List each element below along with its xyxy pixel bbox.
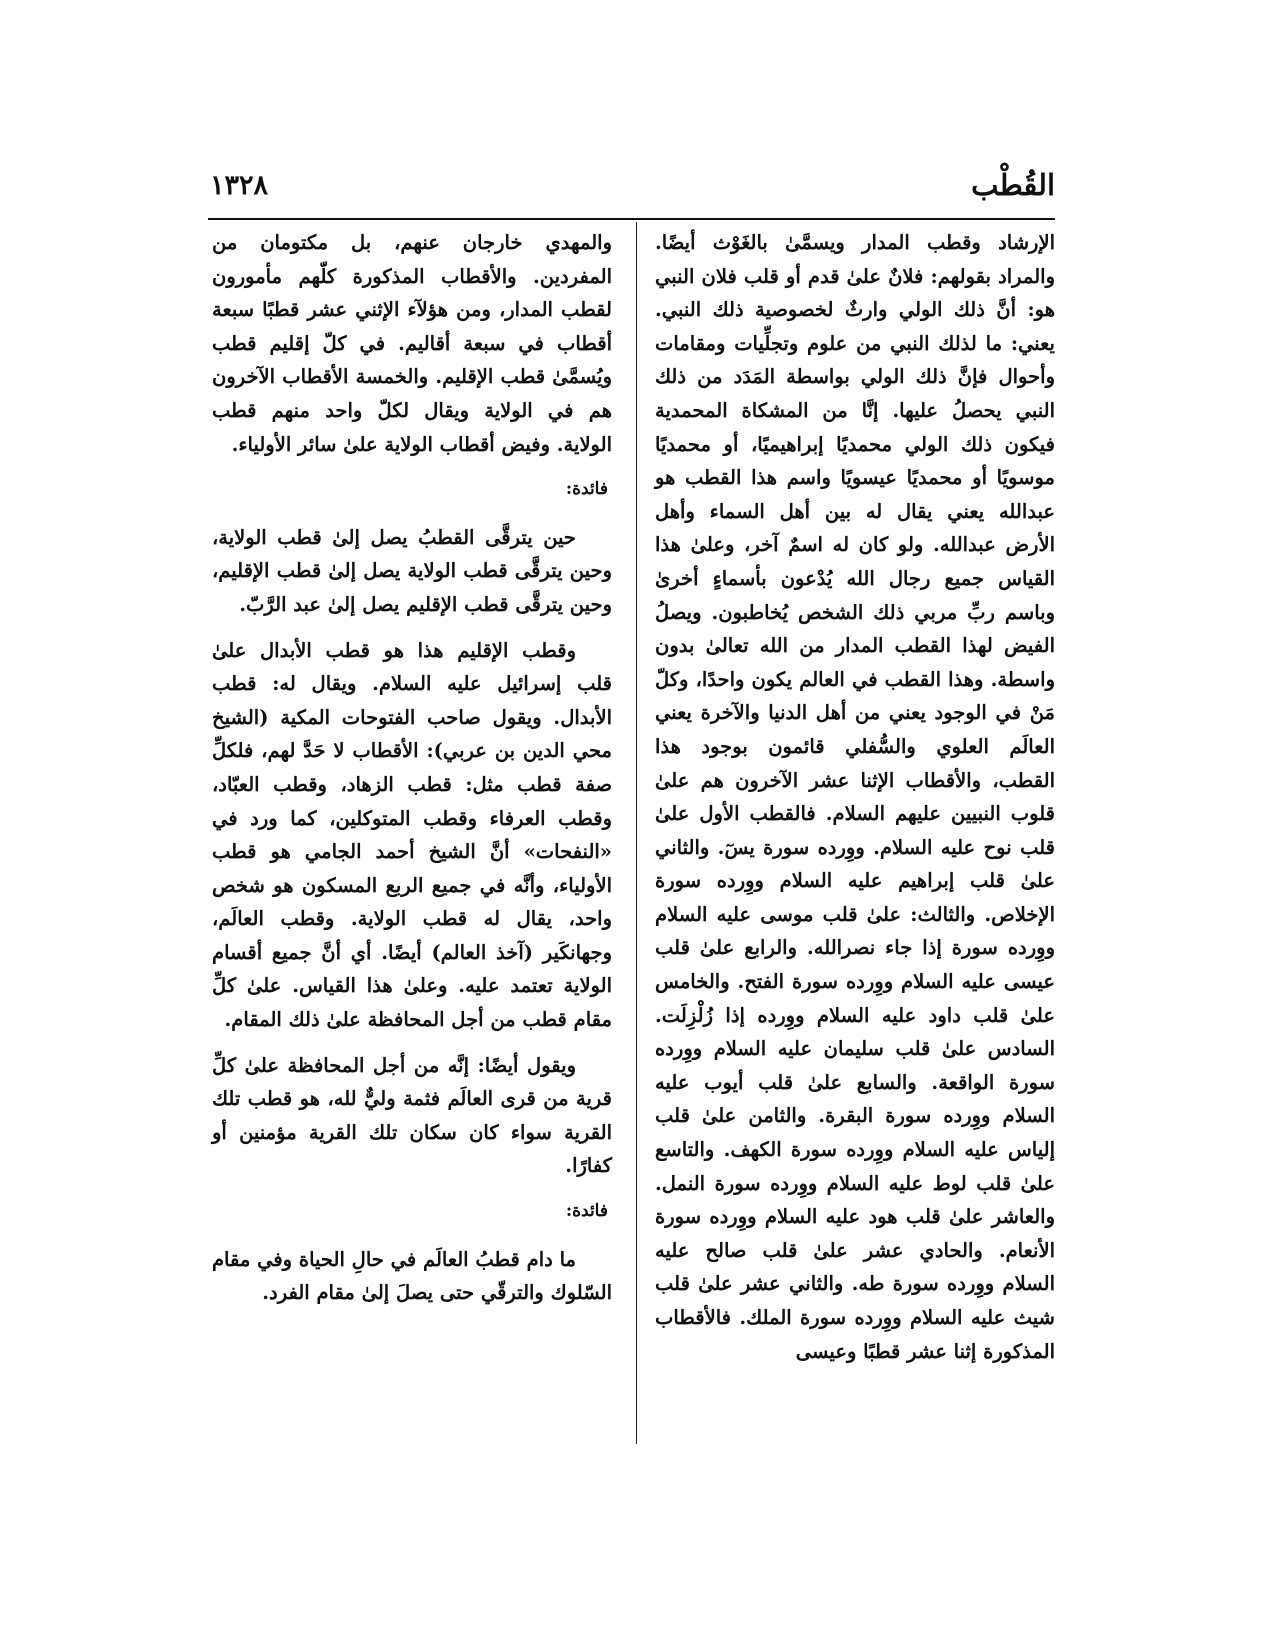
running-head: القُطْب	[971, 168, 1055, 202]
left-column	[212, 226, 612, 1314]
section-heading: فائدة:	[565, 479, 608, 500]
paragraph: وقطب الإقليم هذا هو قطب الأبدال علىٰ قلب إسرائيل عليه السلام. ويقال له: قطب الأبدال. ويقول صاحب الفتوحات المكية (الشيخ محي الدين بن عربي): الأقطاب لا حَدَّ لهم، فلكلِّ صفة قطب مثل: قطب الزهاد، وقطب العبّاد، وقطب العرفاء وقطب المتوكلين، كما ورد في «النفحات» أنَّ الشيخ أحمد الجامي هو قطب الأولياء، وأنَّه في جميع الربع المسكون هو شخص واحد، يقال له قطب الولاية. وقطب العالَم، وجهانكَير (آخذ العالم) أيضًا. أي أنَّ جميع أقسام الولاية تعتمد عليه. وعلىٰ هذا القياس. علىٰ كلِّ مقام قطب من أجل المحافظة علىٰ ذلك المقام.	[212, 638, 612, 1032]
paragraph: حين يترقَّى القطبُ يصل إلىٰ قطب الولاية، وحين يترقَّى قطب الولاية يصل إلىٰ قطب الإقليم، وحين يترقَّى قطب الإقليم يصل إلىٰ عبد الرَّبّ.	[212, 525, 612, 616]
paragraph: الإرشاد وقطب المدار ويسمَّىٰ بالغَوْث أيضًا. والمراد بقولهم: فلانٌ علىٰ قدم أو قلب فلان النبي هو: أنَّ ذلك الولي وارثٌ لخصوصية ذلك النبي. يعني: ما لذلك النبي من علوم وتجلِّيات ومقامات وأحوال فإنَّ ذلك الولي بواسطة المَدَد من ذلك النبي يحصلُ عليها. إنَّا من المشكاة المحمدية فيكون ذلك الولي محمديًا إبراهيميًا، أو محمديًا موسويًا أو محمديًا عيسويًا واسم هذا القطب هو عبدالله يعني يقال له بين أهل السماء وأهل الأرض عبدالله. ولو كان له اسمٌ آخر، وعلىٰ هذا القياس جميع رجال الله يُدْعون بأسماءٍ أخرىٰ وباسم ربِّ مربي ذلك الشخص يُخاطبون. ويصلُ الفيض لهذا القطب المدار من الله تعالىٰ بدون واسطة. وهذا القطب في العالم يكون واحدًا، وكلّ مَنْ في الوجود يعني من أهل الدنيا والآخرة يعني العالَم العلوي والسُّفلي قائمون بوجود هذا القطب، والأقطاب الإثنا عشر الآخرون هم علىٰ قلوب النبيين عليهم السلام. فالقطب الأول علىٰ قلب نوح عليه السلام. ووِرده سورة يسٓ. والثاني علىٰ قلب إبراهيم عليه السلام ووِرده سورة الإخلاص. والثالث: علىٰ قلب موسى عليه السلام ووِرده سورة إذا جاء نصرالله. والرابع علىٰ قلب عيسى عليه السلام ووِرده سورة الفتح. والخامس علىٰ قلب داود عليه السلام ووِرده إذا زُلْزِلَت. السادس علىٰ قلب سليمان عليه السلام ووِرده سورة الواقعة. والسابع علىٰ قلب أيوب عليه السلام ووِرده سورة البقرة. والثامن علىٰ قلب إلياس عليه السلام ووِرده سورة الكهف. والتاسع علىٰ قلب لوط عليه السلام ووِرده سورة النمل. والعاشر علىٰ قلب هود عليه السلام ووِرده سورة الأنعام. والحادي عشر علىٰ قلب صالح عليه السلام ووِرده سورة طه. والثاني عشر علىٰ قلب شيث عليه السلام ووِرده سورة الملك. فالأقطاب المذكورة إثنا عشر قطبًا وعيسى	[655, 231, 1055, 1363]
right-column	[655, 226, 1055, 1372]
paragraph: ويقول أيضًا: إنَّه من أجل المحافظة علىٰ كلِّ قرية من قرى العالَم فثمة وليٌّ لله، هو قطب تلك القرية سواء كان سكان تلك القرية مؤمنين أو كفارًا.	[212, 1053, 612, 1178]
column-divider	[636, 222, 637, 1444]
section-heading: فائدة:	[565, 1201, 608, 1222]
page-header	[210, 168, 1055, 218]
paragraph: ما دام قطبُ العالَم في حالِ الحياة وفي مقام السّلوك والترقّي حتى يصلَ إلىٰ مقام الفرد.	[211, 1247, 612, 1305]
page-number: ١٣٢٨	[210, 170, 269, 201]
header-rule	[208, 218, 1055, 220]
paragraph: والمهدي خارجان عنهم، بل مكتومان من المفردين. والأقطاب المذكورة كلّهم مأمورون لقطب المدار، ومن هؤلآء الإثني عشر قطبًا سبعة أقطاب في سبعة أقاليم. في كلّ إقليم قطب ويُسمَّىٰ قطب الإقليم. والخمسة الأقطاب الآخرون هم في الولاية ويقال لكلّ واحد منهم قطب الولاية. وفيض أقطاب الولاية علىٰ سائر الأولياء.	[212, 231, 612, 456]
